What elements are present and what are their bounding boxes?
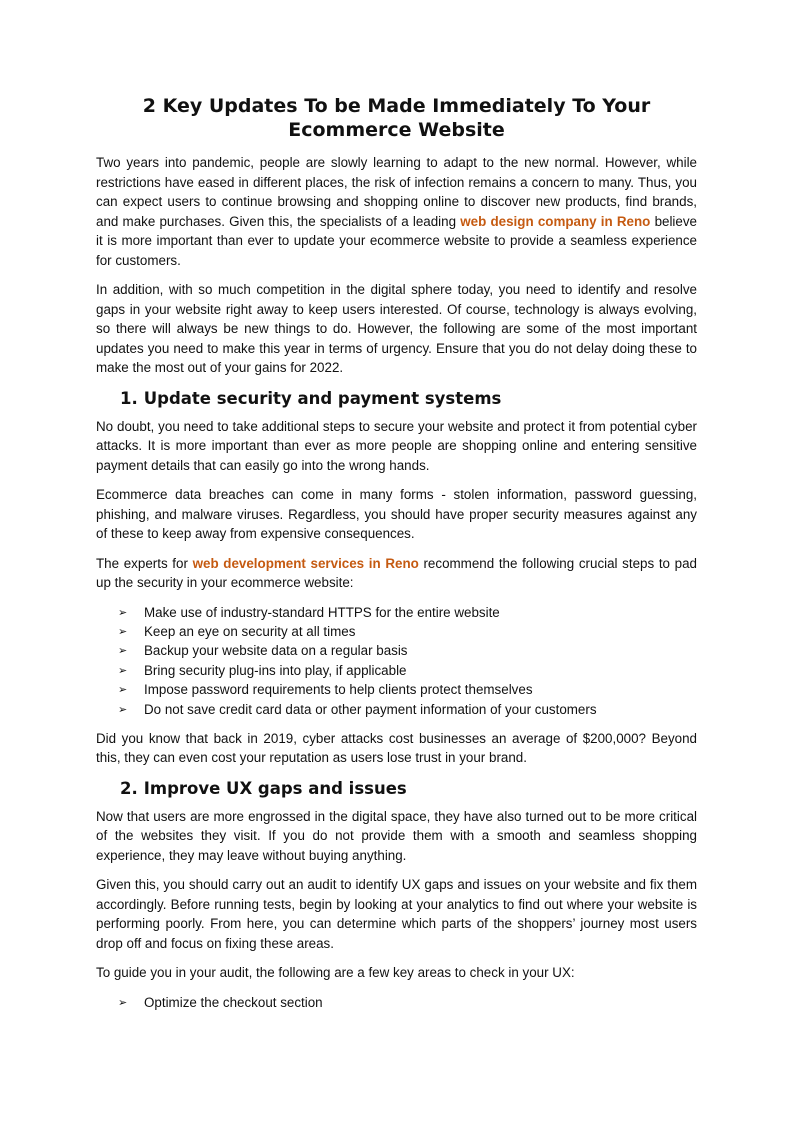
web-design-company-link[interactable]: web design company in Reno (460, 213, 651, 229)
section-1-p3-after: recommend the following crucial steps to pad up the security in your ecommerce website: (96, 555, 697, 590)
arrow-bullet-icon: ➢ (118, 663, 128, 677)
section-1-p3-before: The experts for (96, 555, 193, 571)
section-2-paragraph-1: Now that users are more engrossed in the digital space, they have also turned out to be more critical of the websites they visit. If you do not provide them with a smooth and seamless shopping experience, they may leave without buying anything. (96, 808, 697, 863)
intro-text-after: believe it is more important than ever to update your ecommerce website to provide a seamless experience for customers. (96, 213, 698, 268)
section-2-title: Improve UX gaps and issues (143, 778, 407, 798)
document-title: 2 Key Updates To be Made Immediately To Your Ecommerce Website (142, 95, 651, 141)
arrow-bullet-icon: ➢ (118, 995, 128, 1009)
section-2-paragraph-3: To guide you in your audit, the following are a few key areas to check in your UX: (96, 965, 575, 981)
section-1-heading (96, 388, 697, 410)
intro-text-before: Two years into pandemic, people are slowly learning to adapt to the new normal. However, while restrictions have eased in different places, the risk of infection remains a concern to many. Thus, you can expect users to continue browsing and shopping online to discover new products, find brands, and make purchases. Given this, the specialists of a leading (96, 155, 697, 229)
list-item-text: Impose password requirements to help clients protect themselves (144, 682, 533, 698)
section-2-number: 2. (120, 778, 138, 798)
list-item-text: Backup your website data on a regular basis (144, 643, 408, 659)
section-1-paragraph-1: No doubt, you need to take additional steps to secure your website and protect it from potential cyber attacks. It is more important than ever as more people are shopping online and entering sensitive payment details that can easily go into the wrong hands. (96, 418, 697, 473)
section-1-title: Update security and payment systems (143, 388, 502, 408)
list-item-text: Optimize the checkout section (144, 994, 323, 1010)
arrow-bullet-icon: ➢ (118, 702, 128, 716)
document-page (96, 94, 697, 1022)
list-item (118, 603, 697, 622)
list-item-text: Do not save credit card data or other payment information of your customers (144, 701, 597, 717)
arrow-bullet-icon: ➢ (118, 605, 128, 619)
section-2-paragraph-2: Given this, you should carry out an audit to identify UX gaps and issues on your website and fix them accordingly. Before running tests, begin by looking at your analytics to find out where your website is performing poorly. From here, you can determine which parts of the shoppers’ journey most users drop off and focus on fixing these areas. (96, 877, 697, 951)
arrow-bullet-icon: ➢ (118, 644, 128, 658)
list-item (118, 661, 697, 680)
list-item (118, 700, 697, 719)
list-item (118, 641, 697, 660)
list-item-text: Keep an eye on security at all times (144, 623, 356, 639)
section-1-number: 1. (120, 388, 138, 408)
section-2-heading (96, 778, 697, 800)
web-development-services-link[interactable]: web development services in Reno (192, 555, 419, 571)
intro-paragraph-2: In addition, with so much competition in the digital sphere today, you need to identify and resolve gaps in your website right away to keep users interested. Of course, technology is always evolving, so there will always be new things to do. However, the following are some of the most important updates you need to make this year in terms of urgency. Ensure that you do not delay doing these to make the most out of your gains for 2022. (96, 282, 697, 375)
list-item (118, 993, 697, 1012)
ux-areas-list (96, 993, 697, 1012)
list-item-text: Bring security plug-ins into play, if applicable (144, 662, 407, 678)
section-1-paragraph-4: Did you know that back in 2019, cyber attacks cost businesses an average of $200,000? Beyond this, they can even cost your reputation as users lose trust in your brand. (96, 730, 697, 766)
security-steps-list (96, 603, 697, 719)
list-item-text: Make use of industry-standard HTTPS for the entire website (144, 604, 500, 620)
list-item (118, 680, 697, 699)
intro-paragraph-1 (96, 153, 697, 270)
section-1-paragraph-3 (96, 554, 697, 593)
section-1-paragraph-2: Ecommerce data breaches can come in many forms - stolen information, password guessing, phishing, and malware viruses. Regardless, you should have proper security measures against any of these to keep away from expensive consequences. (96, 487, 697, 541)
arrow-bullet-icon: ➢ (118, 624, 128, 638)
arrow-bullet-icon: ➢ (118, 683, 128, 697)
list-item (118, 622, 697, 641)
